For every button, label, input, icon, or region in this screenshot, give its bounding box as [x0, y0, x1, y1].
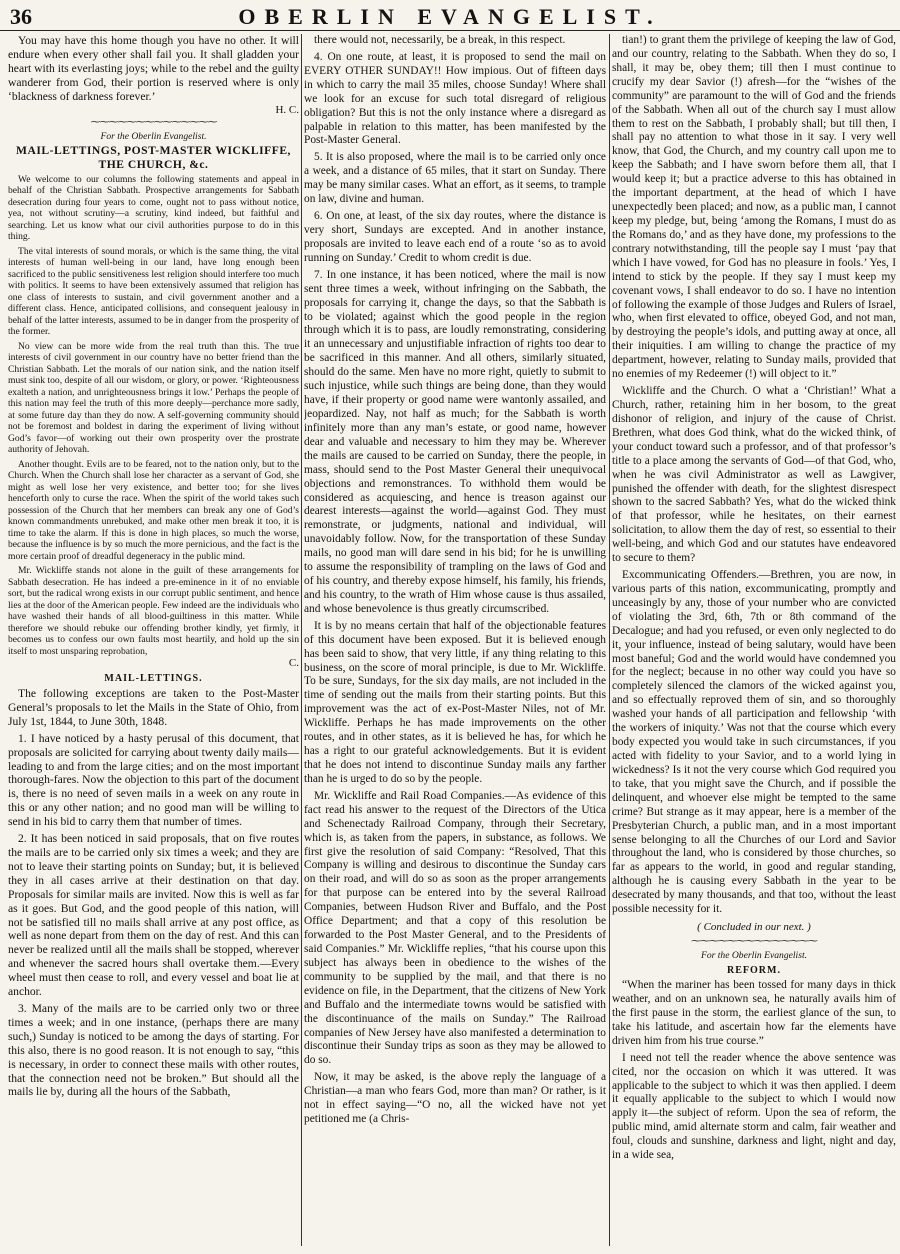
column-1	[8, 34, 299, 1248]
page-number: 36	[10, 4, 32, 29]
ornament-divider: ⁓⁓⁓⁓⁓⁓⁓⁓⁓⁓⁓⁓⁓⁓	[691, 936, 817, 948]
ornament-divider: ⁓⁓⁓⁓⁓⁓⁓⁓⁓⁓⁓⁓⁓⁓	[90, 116, 217, 128]
article-paragraph: Now, it may be asked, is the above reply the language of a Christian—a man who fears God, more than man? Or rather, is it not in effect saying—“O no, all the wicked have not yet petitioned me (a Chris-	[304, 1071, 606, 1126]
article-paragraph: Mr. Wickliffe and Rail Road Companies.—As evidence of this fact read his answer to the request of the Directors of the Utica and Schenectady Railroad Company, through their Secretary, which is, as taken from the papers, in substance, as follows. We first give the resolution of said Company: “Resolved, That this Company is willing and desirous to discontinue the Sunday cars on their road, and will do so as soon as the proper arrangements for that purpose can be entered into by the several Railroad Companies, between Hudson River and Buffalo, and the Post Office Department; and that a copy of this resolution be forwarded to the Post Master General, and to the Presidents of said Companies.” Mr. Wickliffe replies, “that his course upon this subject has always been in obedience to the wishes of the community to be supplied by the mail, and that there is no evidence on file, in the Department, that the citizens of New York and Buffalo and the intermediate towns would be satisfied with the discontinuance of the mails on Sunday.” The Railroad companies of New Jersey have also manifested a determination to discontinue their Sunday trips as soon as they may be allowed to do so.	[304, 789, 606, 1067]
column-rule	[609, 34, 610, 1246]
masthead	[0, 0, 900, 31]
article-paragraph: The following exceptions are taken to the Post-Master General’s proposals to let the Mails in the State of Ohio, from July 1st, 1844, to June 30th, 1848.	[8, 687, 299, 728]
article-byline: For the Oberlin Evangelist.	[100, 130, 207, 142]
quote-paragraph: “When the mariner has been tossed for many days in thick weather, and on an unknown sea, he naturally avails him of the first pause in the storm, the earliest glance of the sun, to take his latitude, and ascertain how far the elements have driven him from his true course.”	[612, 979, 896, 1047]
column-3	[612, 34, 896, 1248]
section-subhead: MAIL-LETTINGS.	[104, 673, 203, 685]
intro-paragraph: You may have this home though you have no other. It will endure when every other shall fail you. It shall gladden your heart with its everlasting joys; while to the rebel and the guilty wanderer from God, their portion is reserved where is only ‘blackness of darkness forever.’	[8, 34, 299, 103]
article-paragraph: 4. On one route, at least, it is proposed to send the mail on EVERY OTHER SUNDAY!! How impious. Out of fifteen days in which to carry the mail 35 miles, choose Sunday! Where shall we look for an excuse for such total disregard of religious obligation? But this is not the only instance where a disregard as palpable in relation to this matter, has been manifested by the Post-Master General.	[304, 50, 606, 147]
article-paragraph: Excommunicating Offenders.—Brethren, you are now, in various parts of this nation, excommunicating, promptly and unceasingly by any, those of your number who are convicted of violating the 3rd, 6th, 7th or 8th command of the Decalogue; and had you refused, or even only neglected to do it, your influence, instead of being salutary, would have been most baneful; God and the world would have condemned you for the neglect; because in no other way could you have so completely silenced the clamors of the wicked against you, and so effectually reproved them of sin, and so thoroughly washed your hands of all participation and fellowship ‘with the workers of iniquity.’ Was not that the course which every body expected you would take in such circumstances, if you acted with fidelity to your Savior, and to a world lying in wickedness? Is it not the very course which God required you to take, that you might save the Church, and if possible the delinquent, and whoever else might be tempted to the same crime? But strange as it may appear, here is a member of the Presbyterian Church, a public man, and in a most important sense belonging to all the Churches of our Lord and Savior throughout the land, who is considered by those churches, so far as appears to the world, in good and regular standing, although he is causing every Sabbath in the year to be desecrated by many thousands, and that too, without the least possible necessity for it.	[612, 569, 896, 916]
article-signature: C.	[288, 657, 299, 670]
article-paragraph: The vital interests of sound morals, or which is the same thing, the vital interests of human well-being in our land, have long enough been sacrificed to the public sensitiveness lest religion should interfere too much with politics. It seems to have been extensively assumed that religion has one class of interests to sustain, and civil government another and a different class. Hence, anticipated collisions, and consequent jealousy in behalf of the latter interests, assumed to be in danger from the prosperity of the former.	[8, 245, 299, 338]
article-paragraph: there would not, necessarily, be a break, in this respect.	[314, 34, 566, 46]
article-paragraph: tian!) to grant them the privilege of keeping the law of God, and our country, relating to the Sabbath. When they do so, I shall, it may be, obey them; till then I must continue to crucify my dear Savior (!) afresh—for the “wishes of the community” are paramount to the will of God and the friends of the Sabbath. When all out of the church say I must allow them to rest on the Sabbath, I probably shall; but till then, I shall pay no attention to what those in it say. I very well know, that God, the Church, and my country call upon me to keep the Sabbath; and I have sworn before them all, that I would keep it; but a practice adverse to this has obtained in the important department, at the head of which I have unexpectedly been placed; and now, as a public man, I cannot keep my pledge, but, being ‘among the Romans, I must do as the Romans do,’ and as they have done, my professions to the contrary notwithstanding, till the people say I must ‘pay that which I have vowed, for God has no pleasure in fools.’ Yes, I intend to stick by the people. If they say I must keep my covenant vows, I shall endeavor to do so. I have no intention of following the example of those Judges and Rulers of Israel, who, when first elevated to office, obeyed God, and not man, by destroying the people’s idols, and putting away at once, all their iniquities. I am willing to change the practice of my department, however, relating to Sunday mails, provided that no enemies of my Redeemer (!) will object to it.”	[612, 34, 896, 381]
column-2	[304, 34, 606, 1248]
article-byline: For the Oberlin Evangelist.	[700, 950, 808, 962]
section-subhead: REFORM.	[727, 965, 781, 977]
article-paragraph: It is by no means certain that half of the objectionable features of this document have been exposed. But it is believed enough has been said to show, that very little, if any thing relating to this business, on the score of moral principle, is due to Mr. Wickliffe. To be sure, Sundays, for the six day mails, are not included in the time of sending out the mails from their starting points. But this improvement was the act of ex-Post-Master Niles, not of Mr. Wickliffe. Perhaps he has made improvements on the other routes, and in other states, as it is believed he has, for which he has a right to our grateful acknowledgements. But it is evident that he does not intend to discontinue Sunday mails any farther than he is urged to do so by the people.	[304, 619, 606, 785]
article-paragraph: 1. I have noticed by a hasty perusal of this document, that proposals are solicited for carrying about twenty daily mails—leading to and from the large cities; and on the most important thorough-fares. Now the objection to this part of the document is, there is no need of seven mails in a week on any route in this or any other nation; and no good man will be willing to send in his bid to carry them that number of times.	[8, 731, 299, 829]
article-paragraph: 3. Many of the mails are to be carried only two or three times a week; and in one instance, (perhaps there are many such,) Sunday is noticed to be among the days of starting. For this also, there is no good reason. It is not enough to say, “this is necessary, in order to connect these mails with other routes, that the connection need not be broken.” But should all the mails lie by, during all the hours of the Sabbath,	[8, 1001, 299, 1099]
intro-signature: H. C.	[275, 103, 299, 116]
article-paragraph: 5. It is also proposed, where the mail is to be carried only once a week, and a distance of 65 miles, that it start on Sunday. There may be many similar cases. What an effort, as it seems, to trample on law, divine and human.	[304, 151, 606, 206]
masthead-title: OBERLIN EVANGELIST.	[238, 4, 662, 29]
continued-notice: ( Concluded in our next. )	[697, 921, 811, 934]
article-paragraph: 7. In one instance, it has been noticed, where the mail is now sent three times a week, without infringing on the Sabbath, the proposals for carrying it, change the days, so that the Sabbath is to be violated; against which the good people in the region through which it is to pass, are loudly remonstrating, considering it an unnecessary and unjustifiable infraction of rights too dear to be sacrificed in this manner. And all others, similarly situated, should do the same. Men have no more right, quietly to submit to such injustice, while such things are being done, than they would have, if their property or good name were wantonly assailed, and jeopardized. Nay, not half as much; for the Sabbath is worth infinitely more than any man’s estate, or good name, however dear and valuable and necessary to him they may be. Wherever the mails are caused to be carried on Sunday, there the people, in mass, should send to the Post Master General their unequivocal objections and remonstrances. To withhold them would be considered as acquiescing, and hence is treason against our dearest interests—against the world—against God. They must remonstrate, or judgments, national and individual, will unavoidably follow. Now, for the transportation of these Sunday mails, no good man will dare send in his bid; for he is unwilling to assume the responsibility of trampling on the laws of God and of his country, and thereby expose himself, his family, his friends, and his country, to the wrath of Him whose cause is thus assailed, and whose benevolence is thus greatly circumscribed.	[304, 268, 606, 615]
column-rule	[301, 34, 302, 1246]
article-headline: MAIL-LETTINGS, POST-MASTER WICKLIFFE, THE CHURCH, &c.	[16, 143, 291, 171]
article-paragraph: Wickliffe and the Church. O what a ‘Christian!’ What a Church, rather, retaining him in her bosom, to the great dishonor of religion, and injury of the cause of Christ. Brethren, what does God think, what do the wicked think, of your conduct toward such a professor, and of that professor’s title to a place among the servants of God—of that God, who, when he was civil Administrator as well as Lawgiver, punished the offender with death, for the slightest disrespect shown to the sacred Sabbath? Yes, what do the wicked think of that professor, while he hesitates, on their earnest solicitation, to allow them the day of rest, so essential to their well-being, and which God and our statutes have endeavored to secure to them?	[612, 385, 896, 565]
article-paragraph: Mr. Wickliffe stands not alone in the guilt of these arrangements for Sabbath desecration. He has indeed a pre-eminence in it of no enviable sort, but the radical wrong exists in our corrupt public sentiment, and hence lies at the door of the American people. Few indeed are the individuals who have washed their hands of all blood-guiltiness in this matter. While therefore we should rebuke our offending brother kindly, yet firmly, it becomes us to confess our own faults most heartily, and hold up the sin itself to most unsparing reprobation,	[8, 565, 299, 657]
article-paragraph: I need not tell the reader whence the above sentence was cited, nor the occasion on which it was uttered. It was applicable to the subject to which it was then applied. I deem it equally applicable to the subject to which I would now apply it—the subject of reform. Upon the sea of reform, the public mind, amid alternate storm and calm, fair weather and foul, clouds and sunshine, darkness and light, night and day, in a wide sea,	[612, 1051, 896, 1162]
article-paragraph: No view can be more wide from the real truth than this. The true interests of civil government in our country have no better friend than the Christian Sabbath. Let the morals of our nation sink, and the nation itself must sink too, despite of all our wisdom, or glory, or power. ‘Righteousness exalteth a nation, and unrighteousness brings it low.’ Perhaps the people of this nation may feel the truth of this more deeply—perchance more sadly, at some future day than they do now. A self-governing community should not be foremost and boldest in daring the experiment of living without God’s favor—of working out their own prosperity over the prostrate authority of Jehovah.	[8, 340, 299, 456]
article-paragraph: Another thought. Evils are to be feared, not to the nation only, but to the Church. When the Church shall lose her character as a servant of God, she might as well lose her very existence, and better too; for she lives henceforth only to curse the race. When the spirit of the world takes such possession of the Church that her members can break any one of God’s known commandments unrebuked, and make other men break it too, it is time to take the alarm. If this is done in high places, so much the worse, because the influence is by so much the more pernicious, and the fact is the more certain proof of dreadful degeneracy in the public mind.	[8, 458, 299, 562]
article-paragraph: 6. On one, at least, of the six day routes, where the distance is very short, Sundays are excepted. And in another instance, proposals are invited to leave each end of a route ‘so as to avoid running on Sunday.’ Credit to whom credit is due.	[304, 210, 606, 264]
article-paragraph: 2. It has been noticed in said proposals, that on five routes the mails are to be carried only six times a week; and they are not to leave their starting points on Sunday; but, it is believed they in all cases arrive at their destination on that day. Proposals for similar mails are invited. Now this is well as far as it goes. But God, and the good people of this nation, will not be satisfied till no mails shall arrive at any post office, as well as none depart from them on the day of rest. And this can never be realized until all the mails shall be stopped, wherever and whenever the sacred hours shall overtake them.—Every wheel must then cease to roll, and every vessel and boat lie at anchor.	[8, 832, 299, 999]
article-paragraph: We welcome to our columns the following statements and appeal in behalf of the Christian Sabbath. Prospective arrangements for Sabbath desecration during four years to come, ought not to pass without notice, yea, not without scrutiny—a scrutiny, kind indeed, but faithful and searching. Let us know what our civil authorities purpose to do in this thing.	[8, 173, 299, 243]
